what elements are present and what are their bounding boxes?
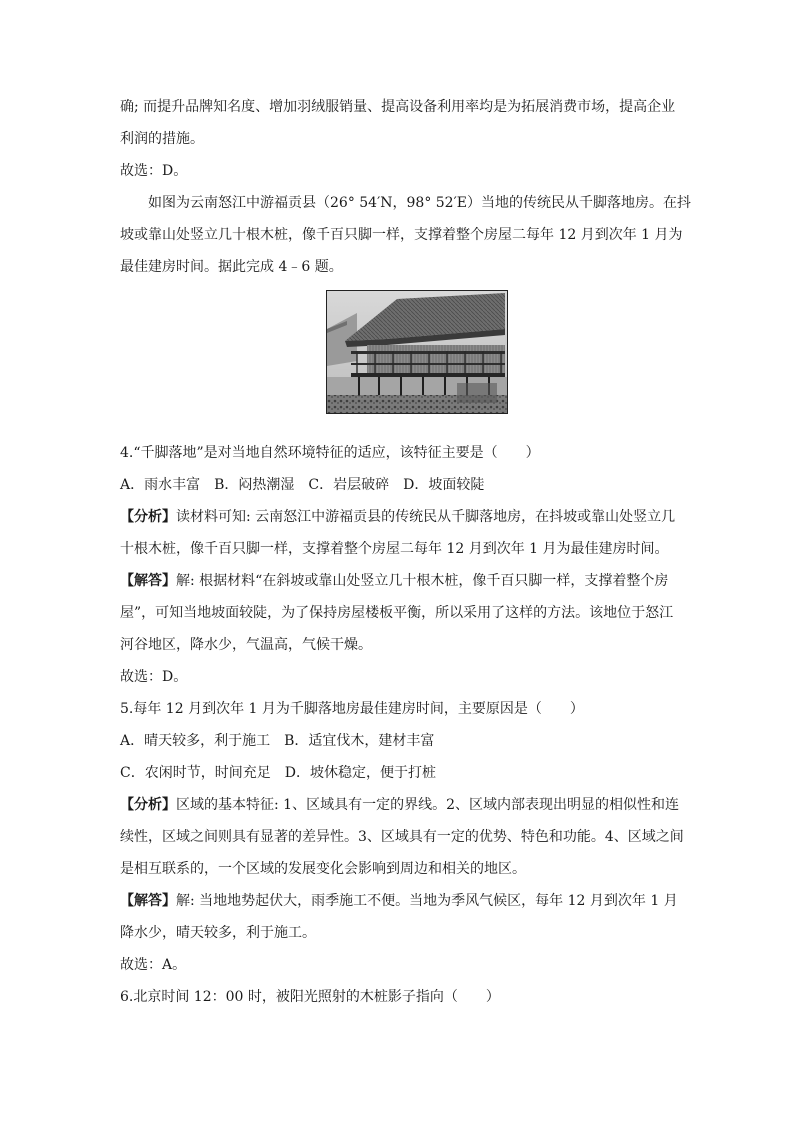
analysis-label: 【分析】 [120,509,176,525]
answer-text: 解: 当地地势起伏大，雨季施工不便。当地为季风气候区，每年 12 月到次年 1 月 [176,893,678,909]
option-d: D．坡休稳定，便于打桩 [284,765,436,781]
answer-selection: 故选：D。 [120,163,188,179]
option-b: B．适宜伐木，建材丰富 [284,733,435,749]
analysis-line [120,508,680,540]
paragraph-line: 确; 而提升品牌知名度、增加羽绒服销量、提高设备利用率均是为拓展消费市场，提高企业 [120,99,676,115]
answer-line [120,572,680,604]
answer-line [120,892,680,924]
answer-line: 河谷地区，降水少，气温高，气候干燥。 [120,637,372,653]
stilt-house-image [327,291,507,413]
analysis-line: 续性，区域之间则具有显著的差异性。3、区域具有一定的优势、特色和功能。4、区域之间 [120,829,684,845]
answer-label: 【解答】 [120,893,176,909]
analysis-line: 十根木桩，像千百只脚一样，支撑着整个房屋二每年 12 月到次年 1 月为最佳建房时间。 [120,541,669,557]
option-c: C．岩层破碎 [308,477,390,493]
intro-line: 坡或靠山处竖立几十根木桩，像千百只脚一样，支撑着整个房屋二每年 12 月到次年 1 月为 [120,227,683,243]
document-page [120,98,691,1020]
question-4: 4.“千脚落地”是对当地自然环境特征的适应，该特征主要是（ ） [120,445,540,461]
analysis-line: 是相互联系的，一个区域的发展变化会影响到周边和相关的地区。 [120,861,526,877]
answer-text: 解: 根据材料“在斜坡或靠山处竖立几十根木桩，像千百只脚一样，支撑着整个房 [176,573,669,589]
analysis-line [120,796,680,828]
question-5-options-cd [120,764,680,796]
intro-line: 最佳建房时间。据此完成 4﹣6 题。 [120,259,343,275]
question-5-options-ab [120,732,680,764]
intro-line: 如图为云南怒江中游福贡县（26° 54′N，98° 52′E）当地的传统民从千脚落地房。在抖 [148,195,691,211]
option-b: B．闷热潮湿 [214,477,295,493]
option-a: A．雨水丰富 [120,477,201,493]
option-c: C．农闲时节，时间充足 [120,765,271,781]
question-5: 5.每年 12 月到次年 1 月为千脚落地房最佳建房时间，主要原因是（ ） [120,701,584,717]
stilt-house-photo [326,290,508,414]
option-a: A．晴天较多，利于施工 [120,733,271,749]
stilt-house-photo-wrap [154,290,680,423]
answer-selection: 故选：A。 [120,957,187,973]
question-6: 6.北京时间 12：00 时，被阳光照射的木桩影子指向（ ） [120,989,500,1005]
answer-line: 降水少，晴天较多，利于施工。 [120,925,316,941]
question-4-options [120,476,680,508]
option-d: D．坡面较陡 [403,477,485,493]
analysis-text: 读材料可知: 云南怒江中游福贡县的传统民从千脚落地房，在抖坡或靠山处竖立几 [176,509,676,525]
answer-line: 屋”，可知当地坡面较陡，为了保持房屋楼板平衡，所以采用了这样的方法。该地位于怒江 [120,605,674,621]
answer-selection: 故选：D。 [120,669,188,685]
analysis-text: 区域的基本特征: 1、区域具有一定的界线。2、区域内部表现出明显的相似性和连 [176,797,679,813]
paragraph-line: 利润的措施。 [120,131,204,147]
analysis-label: 【分析】 [120,797,176,813]
answer-label: 【解答】 [120,573,176,589]
